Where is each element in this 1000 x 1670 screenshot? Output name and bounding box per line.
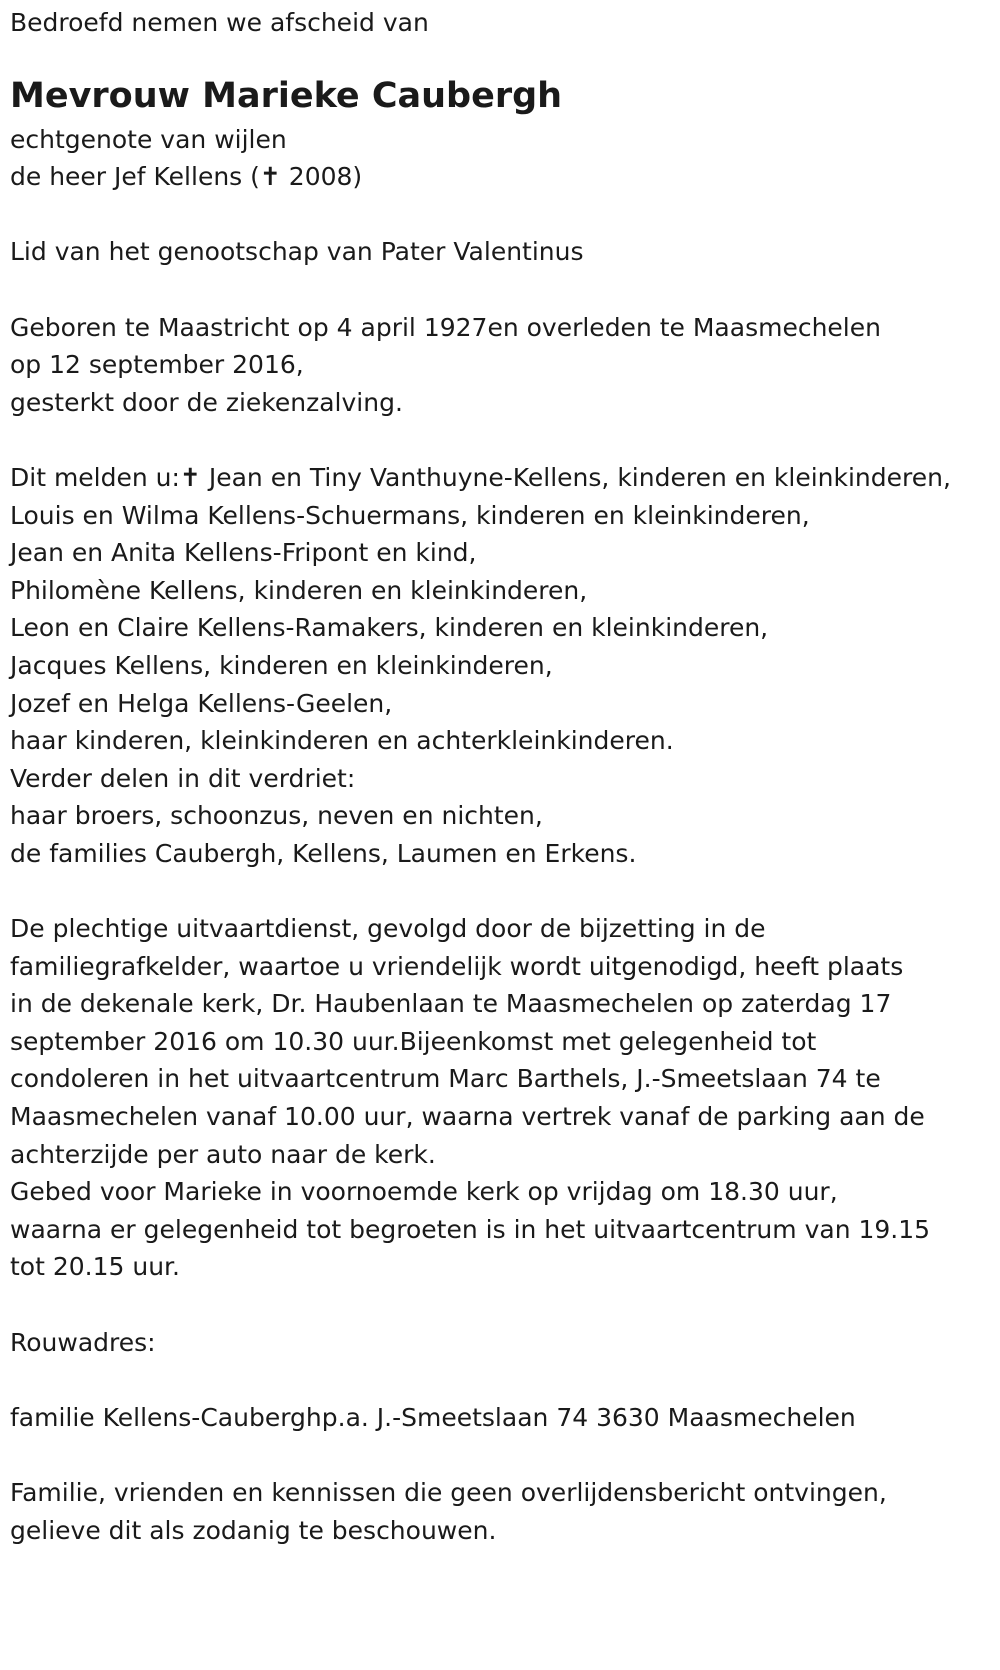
- closing-line: Familie, vrienden en kennissen die geen overlijdensbericht ontvingen,: [10, 1477, 887, 1507]
- service-line: achterzijde per auto naar de kerk.: [10, 1139, 436, 1169]
- family-line: Jean en Anita Kellens-Fripont en kind,: [10, 538, 477, 568]
- service-line: Gebed voor Marieke in voornoemde kerk op vrijdag om 18.30 uur,: [10, 1177, 838, 1207]
- service-line: Maasmechelen vanaf 10.00 uur, waarna vertrek vanaf de parking aan de: [10, 1102, 925, 1132]
- mourning-address: familie Kellens-Cauberghp.a. J.-Smeetslaan 74 3630 Maasmechelen: [10, 1402, 856, 1432]
- spacer: [10, 196, 985, 234]
- family-line: Leon en Claire Kellens-Ramakers, kinderen en kleinkinderen,: [10, 613, 769, 643]
- service-line: De plechtige uitvaartdienst, gevolgd door de bijzetting in de: [10, 914, 766, 944]
- service-line: waarna er gelegenheid tot begroeten is in het uitvaartcentrum van 19.15: [10, 1214, 931, 1244]
- service-line: tot 20.15 uur.: [10, 1252, 180, 1282]
- spouse-line: echtgenote van wijlen: [10, 124, 287, 154]
- spacer: [10, 1436, 985, 1474]
- service-line: september 2016 om 10.30 uur.Bijeenkomst met gelegenheid tot: [10, 1026, 817, 1056]
- family-line: Jozef en Helga Kellens-Geelen,: [10, 688, 393, 718]
- family-line: Jacques Kellens, kinderen en kleinkinderen,: [10, 650, 553, 680]
- intro-text: Bedroefd nemen we afscheid van: [10, 8, 429, 37]
- deceased-name: Mevrouw Marieke Caubergh: [10, 75, 563, 116]
- membership-text: Lid van het genootschap van Pater Valentinus: [10, 237, 584, 267]
- service-line: familiegrafkelder, waartoe u vriendelijk wordt uitgenodigd, heeft plaats: [10, 951, 904, 981]
- address-label: Rouwadres:: [10, 1327, 156, 1357]
- family-line: de families Caubergh, Kellens, Laumen en Erkens.: [10, 838, 637, 868]
- birth-death-line: op 12 september 2016,: [10, 350, 304, 380]
- closing-line: gelieve dit als zodanig te beschouwen.: [10, 1515, 497, 1545]
- service-line: condoleren in het uitvaartcentrum Marc Barthels, J.-Smeetslaan 74 te: [10, 1064, 881, 1094]
- family-line: Louis en Wilma Kellens-Schuermans, kinderen en kleinkinderen,: [10, 500, 810, 530]
- family-line: haar broers, schoonzus, neven en nichten,: [10, 801, 543, 831]
- birth-death-line: Geboren te Maastricht op 4 april 1927en overleden te Maasmechelen: [10, 312, 881, 342]
- birth-death-line: gesterkt door de ziekenzalving.: [10, 387, 403, 417]
- spacer: [10, 872, 985, 910]
- spacer: [10, 271, 985, 309]
- family-line: Dit melden u:✝ Jean en Tiny Vanthuyne-Kellens, kinderen en kleinkinderen,: [10, 462, 951, 492]
- spouse-line: de heer Jef Kellens (✝ 2008): [10, 162, 363, 192]
- spacer: [10, 1361, 985, 1399]
- spacer: [10, 1286, 985, 1324]
- family-line: Philomène Kellens, kinderen en kleinkinderen,: [10, 575, 588, 605]
- service-line: in de dekenale kerk, Dr. Haubenlaan te Maasmechelen op zaterdag 17: [10, 989, 892, 1019]
- family-line: haar kinderen, kleinkinderen en achterkleinkinderen.: [10, 726, 674, 756]
- spacer: [10, 421, 985, 459]
- family-line: Verder delen in dit verdriet:: [10, 763, 356, 793]
